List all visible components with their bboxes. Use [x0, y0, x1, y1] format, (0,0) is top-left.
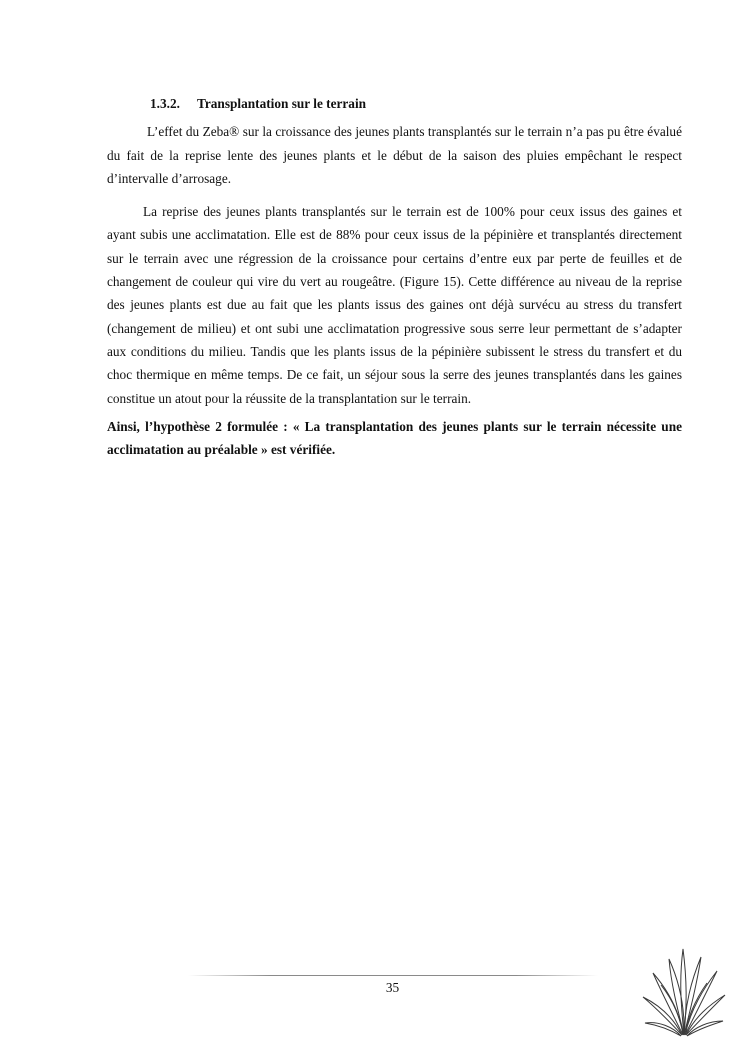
- paragraph-2: La reprise des jeunes plants transplantés sur le terrain est de 100% pour ceux issus des gaines et ayant subis une acclimatation. Elle est de 88% pour ceux issus de la pépinière et transplantés directement sur le terrain avec une régression de la croissance pour certains d’entre eux par perte de feuilles et de changement de couleur qui vire du vert au rougeâtre. (Figure 15). Cette différence au niveau de la reprise des jeunes plants est due au fait que les plants issus des gaines ont déjà survécu au stress du transfert (changement de milieu) et ont subi une acclimatation progressive sous serre leur permettant de s’adapter aux conditions du milieu. Tandis que les plants issus de la pépinière subissent le stress du transfert et du choc thermique en même temps. De ce fait, un séjour sous la serre des jeunes transplantés dans les gaines constitue un atout pour la réussite de la transplantation sur le terrain.: [107, 204, 682, 406]
- paragraph-1: L’effet du Zeba® sur la croissance des jeunes plants transplantés sur le terrain n’a pas pu être évalué du fait de la reprise lente des jeunes plants et le début de la saison des pluies empêchant le respect d’intervalle d’arrosage.: [107, 124, 682, 186]
- section-heading: [150, 92, 682, 115]
- footer-divider: [188, 975, 598, 976]
- agave-plant-icon: [641, 945, 727, 1040]
- conclusion-paragraph: Ainsi, l’hypothèse 2 formulée : « La transplantation des jeunes plants sur le terrain nécessite une acclimatation au préalable » est vérifiée.: [107, 418, 682, 458]
- section-number: 1.3.2.: [150, 96, 180, 111]
- section-title: Transplantation sur le terrain: [197, 96, 367, 111]
- page-number: 35: [385, 980, 400, 995]
- page-body: [107, 92, 682, 461]
